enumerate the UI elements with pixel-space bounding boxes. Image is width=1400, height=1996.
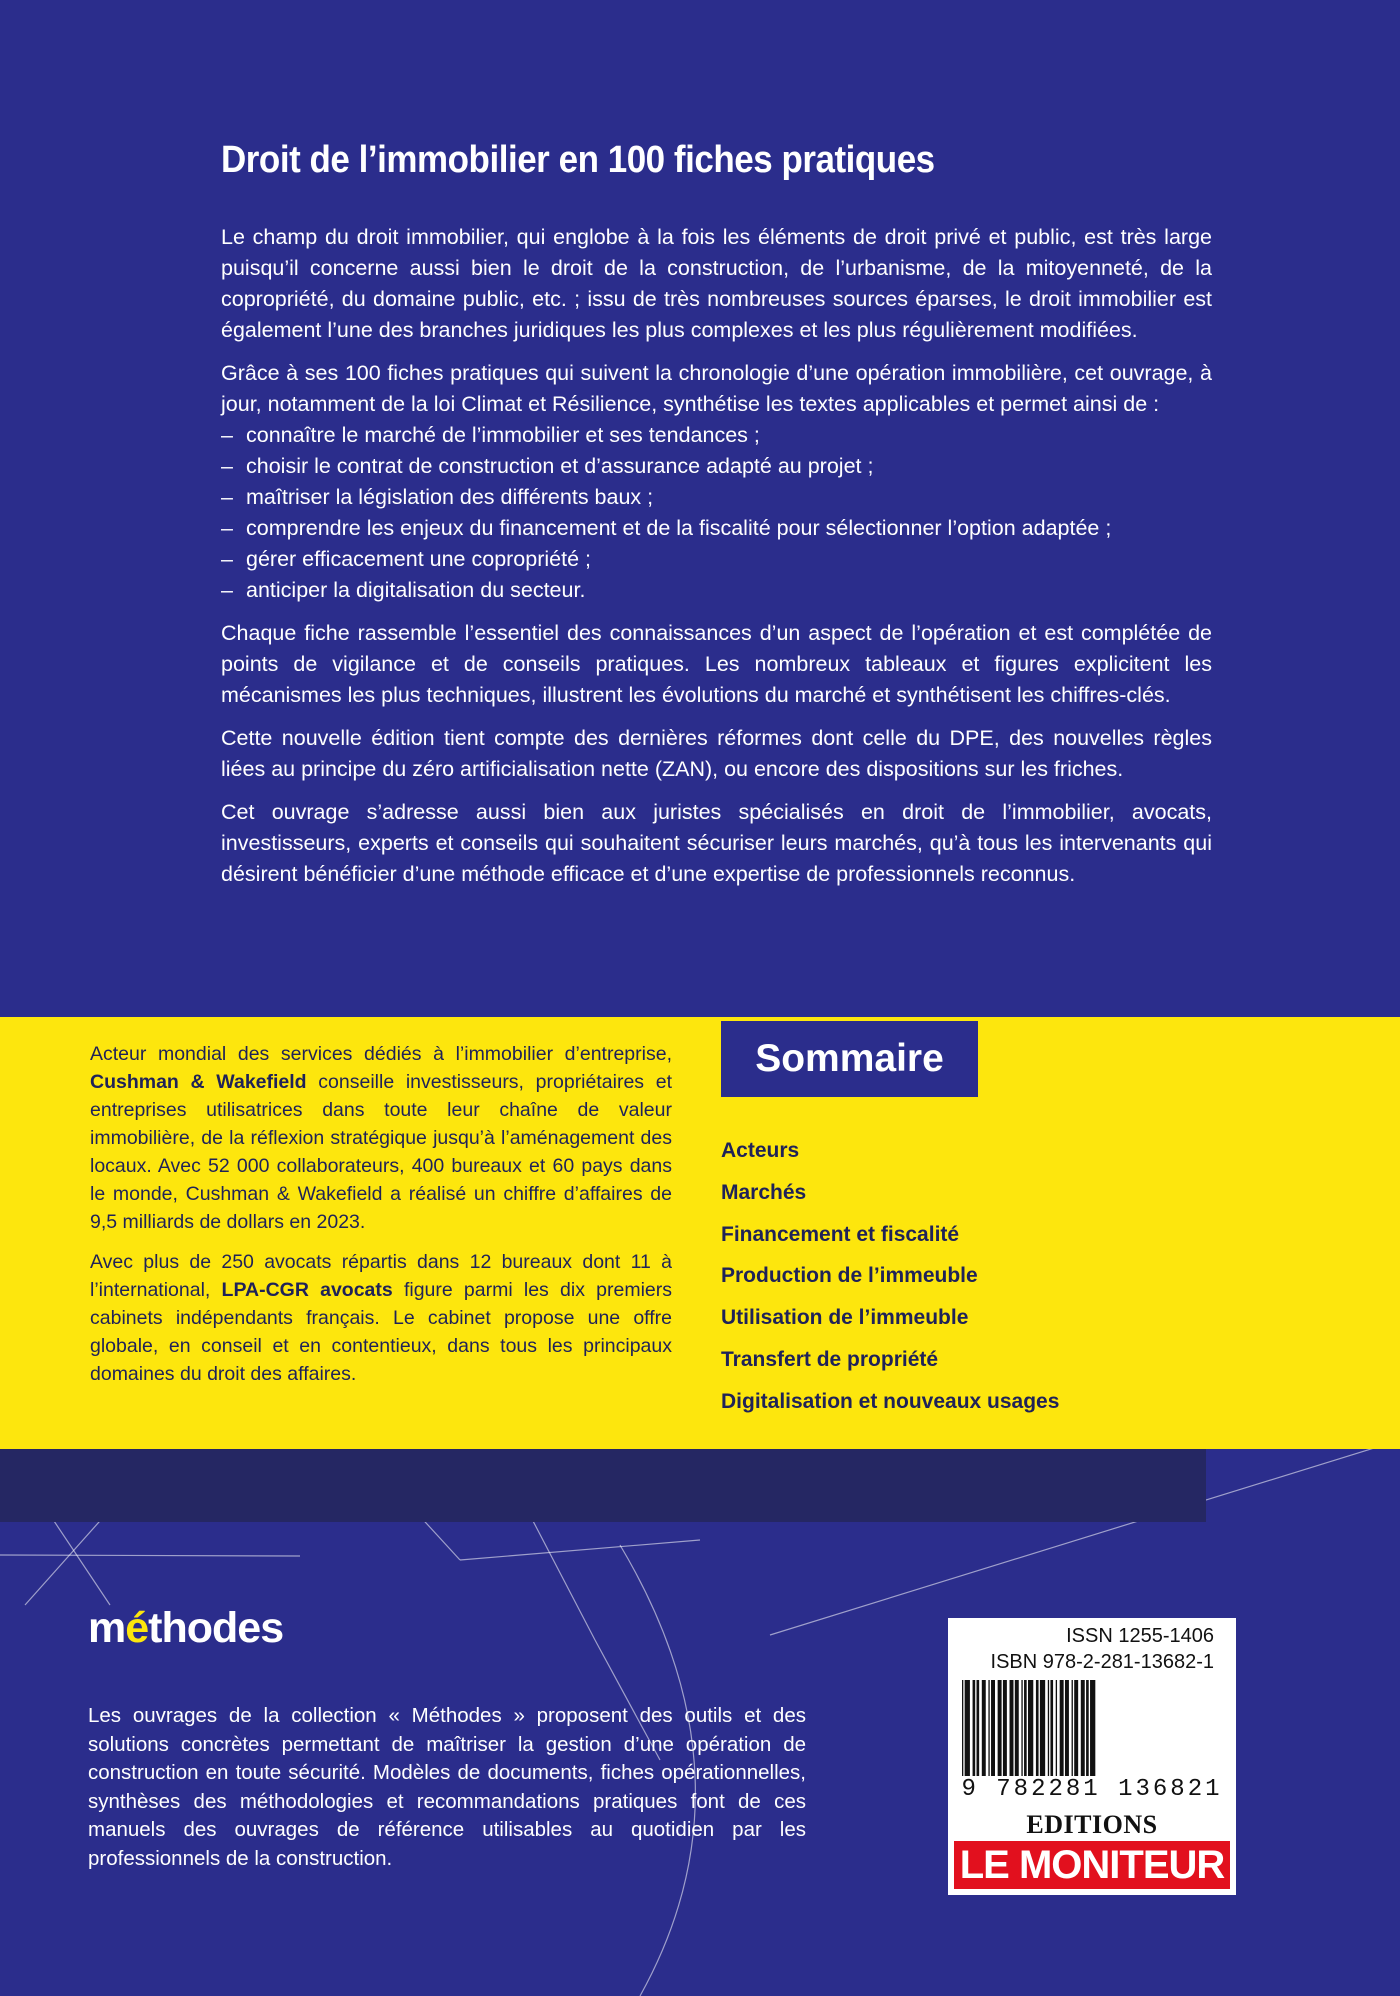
list-item: – gérer efficacement une copropriété ;: [221, 544, 1212, 575]
authors-section: [90, 1040, 672, 1400]
dark-strip: [0, 1449, 1206, 1522]
book-title: Droit de l’immobilier en 100 fiches pratiques: [221, 139, 935, 181]
bullet-dash: –: [221, 453, 233, 478]
bullet-dash: –: [221, 577, 233, 602]
fiche-description-paragraph: Chaque fiche rassemble l’essentiel des connaissances d’un aspect de l’opération et est complétée de points de vigilance et de conseils pratiques. Les nombreux tableaux et figures explicitent les mécanismes les plus techniques, illustrent les évolutions du marché et synthétisent les chiffres-clés.: [221, 620, 1212, 707]
bullet-dash: –: [221, 515, 233, 540]
edition-note-paragraph: Cette nouvelle édition tient compte des dernières réformes dont celle du DPE, des nouvelles règles liées au principe du zéro artificialisation nette (ZAN), ou encore des dispositions sur les friches.: [221, 725, 1212, 781]
sommaire-item-financement: Financement et fiscalité: [721, 1222, 960, 1246]
publisher-name: LE MONITEUR: [954, 1841, 1230, 1889]
sommaire-item-marches: Marchés: [721, 1180, 807, 1204]
sommaire-item-digitalisation: Digitalisation et nouveaux usages: [721, 1389, 1060, 1413]
objectives-list: [221, 420, 1212, 606]
purpose-paragraph: Grâce à ses 100 fiches pratiques qui suivent la chronologie d’une opération immobilière, cet ouvrage, à jour, notamment de la loi Climat et Résilience, synthétise les textes applicables et permet ainsi de :: [221, 360, 1212, 416]
cushman-wakefield-name: Cushman & Wakefield: [90, 1071, 307, 1093]
bullet-dash: –: [221, 422, 233, 447]
barcode-block: [948, 1618, 1236, 1807]
audience-paragraph: Cet ouvrage s’adresse aussi bien aux juristes spécialisés en droit de l’immobilier, avocats, investisseurs, experts et conseils qui souhaitent sécuriser leurs marchés, qu’à tous les intervenants qui désirent bénéficier d’une méthode efficace et d’une expertise de professionnels reconnus.: [221, 799, 1212, 886]
sommaire-heading: Sommaire: [721, 1021, 978, 1097]
intro-paragraph: Le champ du droit immobilier, qui englobe à la fois les éléments de droit privé et public, est très large puisqu’il concerne aussi bien le droit de la construction, de l’urbanisme, de la mitoyenneté, de la copropriété, du domaine public, etc. ; issu de très nombreuses sources éparses, le droit immobilier est également l’une des branches juridiques les plus complexes et les plus régulièrement modifiées.: [221, 224, 1212, 342]
sommaire-item-production: Production de l’immeuble: [721, 1264, 978, 1288]
publisher-logo: [948, 1807, 1236, 1895]
issn-number: ISSN 1255-1406: [1066, 1625, 1214, 1647]
list-item: – maîtriser la législation des différents baux ;: [221, 482, 1212, 513]
bullet-dash: –: [221, 546, 233, 571]
isbn-number: ISBN 978-2-281-13682-1: [990, 1651, 1214, 1673]
sommaire-item-utilisation: Utilisation de l’immeuble: [721, 1306, 969, 1330]
lpa-cgr-name: LPA-CGR avocats: [221, 1279, 393, 1301]
list-item: – comprendre les enjeux du financement et de la fiscalité pour sélectionner l’option adaptée ;: [221, 513, 1212, 544]
description-section: [221, 138, 1212, 902]
sommaire-item-transfert: Transfert de propriété: [721, 1347, 939, 1371]
lpa-cgr-paragraph: Avec plus de 250 avocats répartis dans 12 bureaux dont 11 à l’international, LPA-CGR avocats figure parmi les dix premiers cabinets indépendants français. Le cabinet propose une offre globale, en conseil et en contentieux, dans tous les principaux domaines du droit des affaires.: [90, 1251, 672, 1385]
sommaire-item-acteurs: Acteurs: [721, 1139, 800, 1162]
list-item: – anticiper la digitalisation du secteur.: [221, 575, 1212, 606]
list-item: – choisir le contrat de construction et d’assurance adapté au projet ;: [221, 451, 1212, 482]
bullet-dash: –: [221, 484, 233, 509]
methodes-logo: méthodes: [88, 1604, 284, 1652]
list-item: – connaître le marché de l’immobilier et ses tendances ;: [221, 420, 1212, 451]
sommaire-list: [721, 1130, 1059, 1423]
cushman-wakefield-paragraph: Acteur mondial des services dédiés à l’immobilier d’entreprise, Cushman & Wakefield conseille investisseurs, propriétaires et entreprises utilisatrices dans toute leur chaîne de valeur immobilière, de la réflexion stratégique jusqu’à l’aménagement des locaux. Avec 52 000 collaborateurs, 400 bureaux et 60 pays dans le monde, Cushman & Wakefield a réalisé un chiffre d’affaires de 9,5 milliards de dollars en 2023.: [90, 1043, 672, 1233]
editions-label: EDITIONS: [1026, 1810, 1158, 1839]
collection-description: Les ouvrages de la collection « Méthodes » proposent des outils et des solutions concrètes permettant de maîtriser la gestion d’une opération de construction en toute sécurité. Modèles de documents, fiches opérationnelles, synthèses des méthodologies et recommandations pratiques font de ces manuels des ouvrages de référence utilisables au quotidien par les professionnels de la construction.: [88, 1704, 806, 1870]
barcode-digits: 9 782281 136821: [961, 1776, 1223, 1803]
barcode-icon: [960, 1680, 1226, 1776]
